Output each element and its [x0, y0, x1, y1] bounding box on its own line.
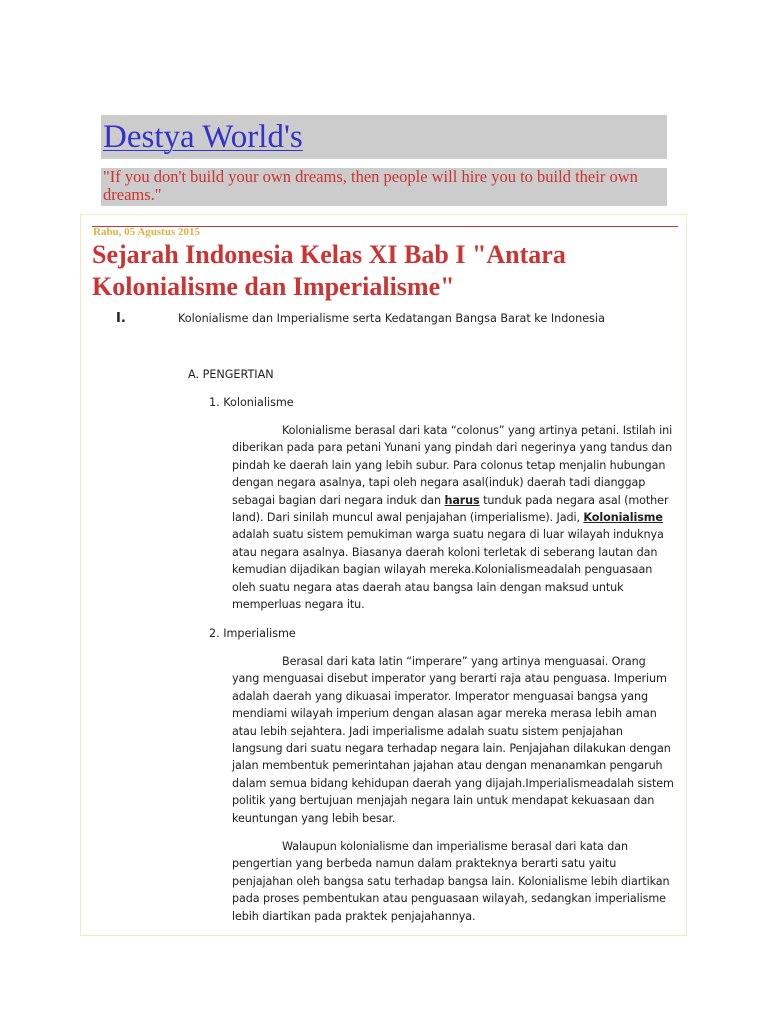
kolonialisme-link[interactable]: Kolonialisme [583, 511, 663, 525]
closing-paragraph: Walaupun kolonialisme dan imperialisme berasal dari kata dan pengertian yang berbeda namun dalam prakteknya berarti satu yaitu penjajahan oleh bangsa satu terhadap bangsa lain. Kolonialisme lebih diartikan pada proses pembentukan atau penguasaan wilayah, sedangkan imperialisme lebih diartikan pada praktek penjajahannya. [232, 840, 670, 923]
paragraph-text: tunduk pada negara asal (mother land). Dari sinilah muncul awal penjajahan (imperialisme). Jadi, [232, 493, 669, 525]
harus-link[interactable]: harus [444, 493, 480, 507]
paragraph-text: Kolonialisme berasal dari kata “colonus” yang artinya petani. Istilah ini diberikan pada para petani Yunani yang pindah dari negerinya yang tandus dan pindah ke daerah lain yang lebih subur. Para colonus tetap menjalin hubungan dengan negara asalnya, tapi oleh negara asal(induk) daerah tadi dianggap sebagai bagian dari negara induk dan [232, 424, 673, 507]
blog-title-link[interactable]: Destya World's [103, 119, 303, 155]
item-imperialisme-heading: 2. Imperialisme [209, 627, 296, 640]
blog-description: "If you don't build your own dreams, then people will hire you to build their own dreams." [103, 167, 638, 204]
kolonialisme-paragraph [232, 422, 675, 613]
subsection-heading: A. PENGERTIAN [188, 368, 274, 381]
imperialisme-paragraph: Berasal dari kata latin “imperare” yang artinya menguasai. Orang yang menguasai disebut imperator yang berarti raja atau penguasa. Imperium adalah daerah yang dikuasai imperator. Imperator menguasai bangsa yang mendiami wilayah imperium dengan alasan agar mereka merasa lebih aman atau lebih sejahtera. Jadi imperialisme adalah suatu sistem penjajahan langsung dari suatu negara terhadap negara lain. Penjajahan dilakukan dengan jalan membentuk pemerintahan jajahan atau dengan menanamkan pengaruh dalam semua bidang kehidupan daerah yang dijajah.Imperialismeadalah sistem politik yang bertujuan menjajah negara lain untuk mendapat kekuasaan dan keuntungan yang lebih besar. [232, 655, 674, 825]
blog-header [101, 115, 667, 159]
post-date: Rabu, 05 Agustus 2015 [93, 226, 200, 238]
item-kolonialisme-heading: 1. Kolonialisme [209, 396, 294, 409]
section-number: I. [116, 311, 126, 326]
blog-description-box [101, 168, 667, 206]
paragraph-text: adalah suatu sistem pemukiman warga suatu negara di luar wilayah induknya atau negara asalnya. Biasanya daerah koloni terletak di seberang lautan dan kemudian dijadikan bagian wilayah mereka.Kolonialismeadalah penguasaan oleh suatu negara atas daerah atau bangsa lain dengan maksud untuk memperluas negara itu. [232, 528, 664, 612]
post-title: Sejarah Indonesia Kelas XI Bab I "Antara Kolonialisme dan Imperialisme" [92, 240, 566, 301]
section-title: Kolonialisme dan Imperialisme serta Kedatangan Bangsa Barat ke Indonesia [178, 312, 605, 325]
